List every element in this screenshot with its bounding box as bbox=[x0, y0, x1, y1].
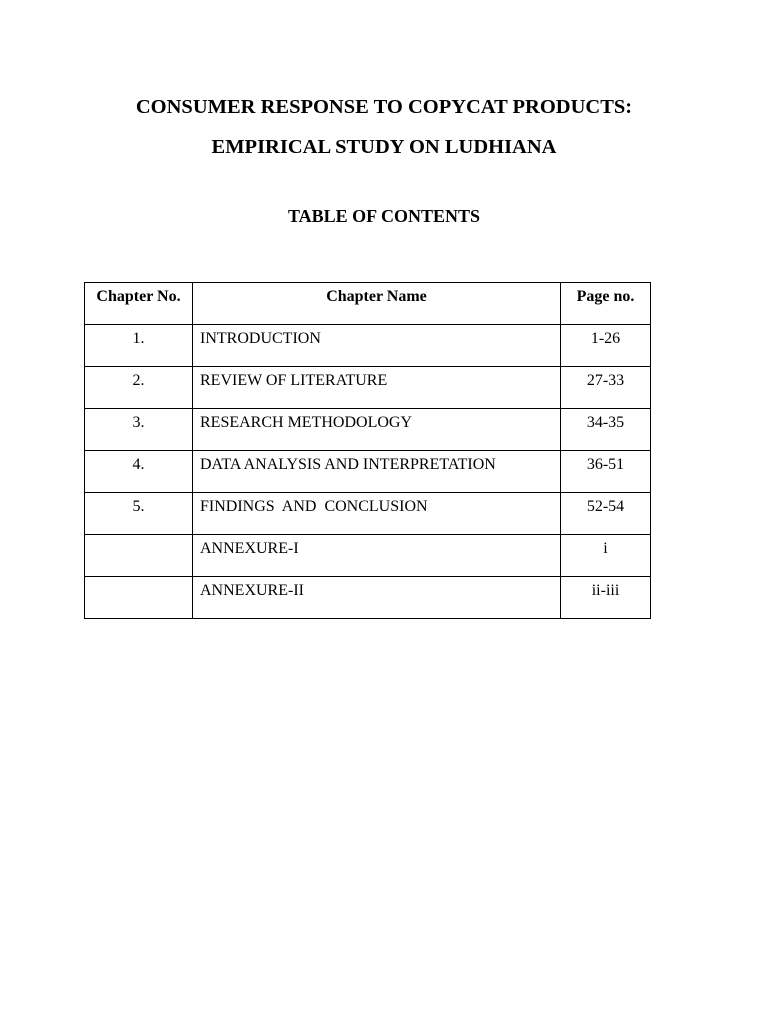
table-row bbox=[85, 409, 651, 451]
toc-table bbox=[84, 282, 651, 619]
toc-header-row bbox=[85, 283, 651, 325]
chapter-name-cell: INTRODUCTION bbox=[193, 325, 561, 367]
table-row bbox=[85, 535, 651, 577]
header-page-no: Page no. bbox=[561, 283, 651, 325]
chapter-no-cell bbox=[85, 577, 193, 619]
table-row bbox=[85, 577, 651, 619]
document-title-line-2: EMPIRICAL STUDY ON LUDHIANA bbox=[211, 136, 557, 158]
chapter-no-cell bbox=[85, 535, 193, 577]
chapter-no-cell: 4. bbox=[85, 451, 193, 493]
table-row bbox=[85, 451, 651, 493]
document-title-line-1: CONSUMER RESPONSE TO COPYCAT PRODUCTS: bbox=[135, 96, 633, 118]
header-chapter-name: Chapter Name bbox=[193, 283, 561, 325]
toc-heading: TABLE OF CONTENTS bbox=[287, 206, 481, 226]
page-no-cell: ii-iii bbox=[561, 577, 651, 619]
page-no-cell: i bbox=[561, 535, 651, 577]
header-chapter-no: Chapter No. bbox=[85, 283, 193, 325]
chapter-name-cell: DATA ANALYSIS AND INTERPRETATION bbox=[193, 451, 561, 493]
page-no-cell: 36-51 bbox=[561, 451, 651, 493]
chapter-name-cell: RESEARCH METHODOLOGY bbox=[193, 409, 561, 451]
chapter-no-cell: 5. bbox=[85, 493, 193, 535]
chapter-name-cell: ANNEXURE-I bbox=[193, 535, 561, 577]
table-row bbox=[85, 493, 651, 535]
chapter-name-cell: FINDINGS AND CONCLUSION bbox=[193, 493, 561, 535]
page-no-cell: 52-54 bbox=[561, 493, 651, 535]
chapter-name-cell: REVIEW OF LITERATURE bbox=[193, 367, 561, 409]
chapter-name-cell: ANNEXURE-II bbox=[193, 577, 561, 619]
page-no-cell: 1-26 bbox=[561, 325, 651, 367]
chapter-no-cell: 3. bbox=[85, 409, 193, 451]
table-row bbox=[85, 367, 651, 409]
chapter-no-cell: 1. bbox=[85, 325, 193, 367]
table-row bbox=[85, 325, 651, 367]
page-no-cell: 34-35 bbox=[561, 409, 651, 451]
page-no-cell: 27-33 bbox=[561, 367, 651, 409]
chapter-no-cell: 2. bbox=[85, 367, 193, 409]
